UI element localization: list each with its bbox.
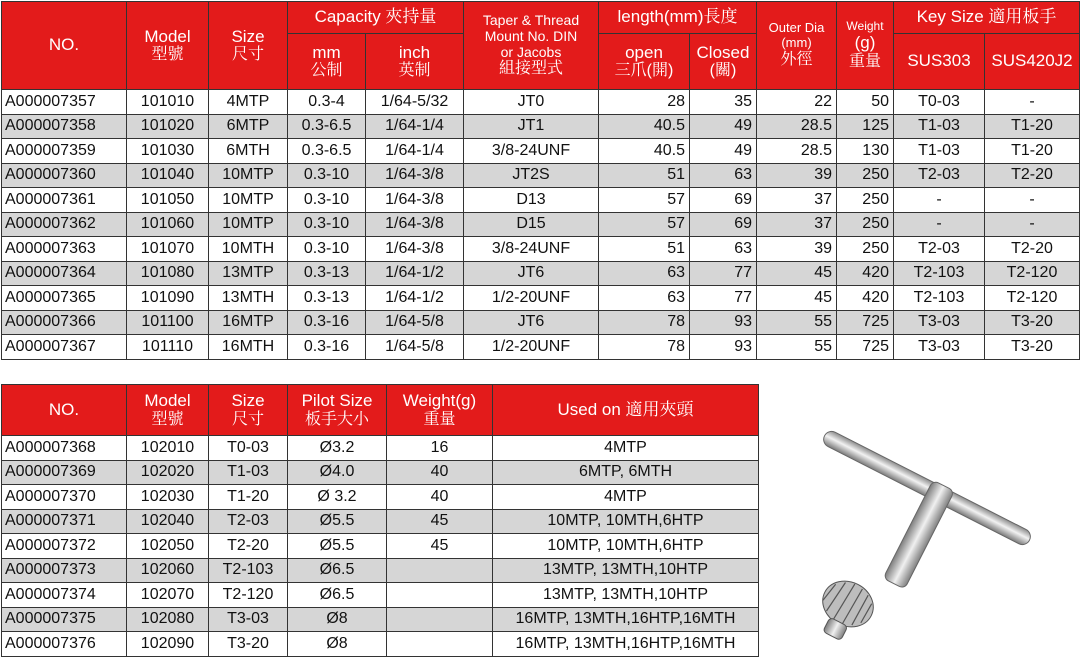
table-cell: Ø5.5 [288, 534, 387, 559]
table-cell: 93 [690, 310, 757, 335]
chuck-row [2, 188, 1080, 213]
chuck-row [2, 90, 1080, 115]
table-cell: 6MTP, 6MTH [493, 460, 759, 485]
table-cell: 130 [837, 139, 894, 164]
header-key-size: Key Size 適用板手 [894, 2, 1080, 34]
table-cell: T3-03 [209, 607, 288, 632]
table-cell: 1/64-5/32 [366, 90, 464, 115]
table-cell: 0.3-16 [288, 310, 366, 335]
table-cell: 0.3-16 [288, 335, 366, 360]
table-cell: - [894, 212, 985, 237]
table-cell: 250 [837, 237, 894, 262]
chuck-spec-table [1, 1, 1080, 360]
header-used-on: Used on 適用夾頭 [493, 385, 759, 436]
table-cell: Ø5.5 [288, 509, 387, 534]
table-cell: 13MTP, 13MTH,10HTP [493, 583, 759, 608]
table-cell: A000007366 [2, 310, 127, 335]
table-cell: 1/2-20UNF [464, 335, 599, 360]
table-cell: 102060 [127, 558, 209, 583]
table-cell: A000007362 [2, 212, 127, 237]
chuck-row [2, 163, 1080, 188]
table-cell: Ø6.5 [288, 583, 387, 608]
table-cell: T2-103 [209, 558, 288, 583]
table-cell: T2-103 [894, 261, 985, 286]
table-cell: 57 [599, 212, 690, 237]
table-cell: 725 [837, 310, 894, 335]
table-cell: JT6 [464, 310, 599, 335]
header-sus420j2: SUS420J2 [985, 34, 1080, 90]
table-cell: 78 [599, 310, 690, 335]
table-cell: 0.3-6.5 [288, 139, 366, 164]
table-cell: 1/64-3/8 [366, 163, 464, 188]
table-cell: 40.5 [599, 139, 690, 164]
table-cell: 10MTH [209, 237, 288, 262]
table-cell: T2-20 [209, 534, 288, 559]
table-cell: T1-03 [209, 460, 288, 485]
table-cell: 55 [757, 310, 837, 335]
table-cell: 40 [387, 460, 493, 485]
chuck-row [2, 286, 1080, 311]
table-cell: 0.3-10 [288, 237, 366, 262]
table-cell: A000007368 [2, 436, 127, 461]
header-weight: Weight (g) 重量 [837, 2, 894, 90]
table-cell: T2-20 [985, 163, 1080, 188]
table-cell: 0.3-13 [288, 261, 366, 286]
header-pilot-size: Pilot Size 板手大小 [288, 385, 387, 436]
key-row [2, 509, 759, 534]
table-cell: 16MTH [209, 335, 288, 360]
table-cell: 22 [757, 90, 837, 115]
table-cell: 55 [757, 335, 837, 360]
table-cell: 51 [599, 237, 690, 262]
table-cell: 0.3-10 [288, 212, 366, 237]
table-cell: 1/64-1/2 [366, 286, 464, 311]
table-cell: T0-03 [209, 436, 288, 461]
key-row [2, 436, 759, 461]
key-row [2, 632, 759, 657]
header-model: Model 型號 [127, 385, 209, 436]
table-cell: 45 [757, 286, 837, 311]
table-cell: 102070 [127, 583, 209, 608]
table-cell: 16MTP, 13MTH,16HTP,16MTH [493, 632, 759, 657]
table-cell: 28 [599, 90, 690, 115]
header-taper: Taper & Thread Mount No. DIN or Jacobs 組接型式 [464, 2, 599, 90]
table-cell: 10MTP [209, 212, 288, 237]
table-cell: A000007376 [2, 632, 127, 657]
table-cell: 40 [387, 485, 493, 510]
table-cell: T3-20 [985, 310, 1080, 335]
header-no: NO. [2, 385, 127, 436]
table-cell: 101030 [127, 139, 209, 164]
table-cell: T2-03 [209, 509, 288, 534]
table-cell: T2-20 [985, 237, 1080, 262]
table-cell: 40.5 [599, 114, 690, 139]
table-cell: 102080 [127, 607, 209, 632]
table-cell: JT1 [464, 114, 599, 139]
table-cell: 4MTP [493, 436, 759, 461]
table-cell: 420 [837, 261, 894, 286]
chuck-row [2, 139, 1080, 164]
table-cell: 101100 [127, 310, 209, 335]
table-cell: 69 [690, 188, 757, 213]
table-cell: 16MTP [209, 310, 288, 335]
chuck-key-icon [812, 418, 1062, 648]
chuck-row [2, 114, 1080, 139]
header-length: length(mm)長度 [599, 2, 757, 34]
table-cell: A000007363 [2, 237, 127, 262]
table-cell: 69 [690, 212, 757, 237]
table-cell: A000007370 [2, 485, 127, 510]
table-cell: 63 [690, 237, 757, 262]
key-row [2, 534, 759, 559]
table-cell: 102090 [127, 632, 209, 657]
table-cell: - [985, 212, 1080, 237]
table-cell: 250 [837, 188, 894, 213]
table-cell: T2-03 [894, 163, 985, 188]
table-cell: T2-120 [985, 286, 1080, 311]
table-cell: T1-20 [985, 139, 1080, 164]
table-cell: T1-03 [894, 114, 985, 139]
table-cell: A000007361 [2, 188, 127, 213]
table-cell: 102050 [127, 534, 209, 559]
table-cell: A000007364 [2, 261, 127, 286]
table-cell: T0-03 [894, 90, 985, 115]
table-cell: Ø 3.2 [288, 485, 387, 510]
table-cell: 63 [690, 163, 757, 188]
chuck-key-table [1, 384, 759, 657]
header-closed: Closed (關) [690, 34, 757, 90]
table-cell: 39 [757, 237, 837, 262]
table-cell [387, 583, 493, 608]
table-cell: Ø4.0 [288, 460, 387, 485]
table-cell: A000007373 [2, 558, 127, 583]
table-cell: 63 [599, 286, 690, 311]
table-cell: - [985, 188, 1080, 213]
table-cell: 1/2-20UNF [464, 286, 599, 311]
table-cell: Ø8 [288, 607, 387, 632]
table-cell: 35 [690, 90, 757, 115]
table-cell: JT0 [464, 90, 599, 115]
header-mm: mm 公制 [288, 34, 366, 90]
table-cell: 37 [757, 212, 837, 237]
table-cell: 102020 [127, 460, 209, 485]
table-cell: 45 [757, 261, 837, 286]
table-cell: 0.3-6.5 [288, 114, 366, 139]
table-cell: 10MTP [209, 188, 288, 213]
header-no: NO. [2, 2, 127, 90]
table-cell: D13 [464, 188, 599, 213]
table-cell: 1/64-5/8 [366, 310, 464, 335]
table-cell: 39 [757, 163, 837, 188]
table-cell [387, 632, 493, 657]
table-cell: 101080 [127, 261, 209, 286]
table-cell: 78 [599, 335, 690, 360]
header-sus303: SUS303 [894, 34, 985, 90]
table-cell: 10MTP, 10MTH,6HTP [493, 509, 759, 534]
chuck-row [2, 335, 1080, 360]
table-cell: 101060 [127, 212, 209, 237]
table-cell: A000007358 [2, 114, 127, 139]
table-cell: T3-20 [985, 335, 1080, 360]
table-cell: T2-120 [985, 261, 1080, 286]
table-cell: 102030 [127, 485, 209, 510]
header-outer-dia: Outer Dia (mm) 外徑 [757, 2, 837, 90]
table-cell: D15 [464, 212, 599, 237]
table-cell: 3/8-24UNF [464, 139, 599, 164]
table-cell: 28.5 [757, 139, 837, 164]
table-cell: T3-03 [894, 335, 985, 360]
chuck-row [2, 261, 1080, 286]
table-cell: 0.3-10 [288, 188, 366, 213]
table-cell: 13MTP [209, 261, 288, 286]
table-cell: A000007374 [2, 583, 127, 608]
chuck-row [2, 237, 1080, 262]
chuck-row [2, 310, 1080, 335]
table-cell: 1/64-3/8 [366, 188, 464, 213]
table-cell: 37 [757, 188, 837, 213]
table-cell: 101110 [127, 335, 209, 360]
table-cell: 3/8-24UNF [464, 237, 599, 262]
table-cell: 49 [690, 139, 757, 164]
table-cell: Ø3.2 [288, 436, 387, 461]
table-cell: 125 [837, 114, 894, 139]
table-cell: 93 [690, 335, 757, 360]
table-cell: 63 [599, 261, 690, 286]
table-cell: 250 [837, 163, 894, 188]
table-cell: T2-103 [894, 286, 985, 311]
table-cell [387, 558, 493, 583]
table-cell: 1/64-5/8 [366, 335, 464, 360]
table-cell: 13MTH [209, 286, 288, 311]
chuck-row [2, 212, 1080, 237]
header-inch: inch 英制 [366, 34, 464, 90]
key-row [2, 607, 759, 632]
table-cell: 16 [387, 436, 493, 461]
table-cell: 77 [690, 261, 757, 286]
table-cell: 1/64-1/4 [366, 139, 464, 164]
table-cell: 10MTP, 10MTH,6HTP [493, 534, 759, 559]
table-cell: 28.5 [757, 114, 837, 139]
header-size: Size 尺寸 [209, 2, 288, 90]
header-open: open 三爪(開) [599, 34, 690, 90]
table-cell: Ø8 [288, 632, 387, 657]
table-cell: 10MTP [209, 163, 288, 188]
table-cell: 101070 [127, 237, 209, 262]
header-model: Model 型號 [127, 2, 209, 90]
table-cell: 51 [599, 163, 690, 188]
table-cell: 101020 [127, 114, 209, 139]
table-cell: 0.3-10 [288, 163, 366, 188]
table-cell: 50 [837, 90, 894, 115]
table-cell: 101090 [127, 286, 209, 311]
table-cell: 101010 [127, 90, 209, 115]
table-cell: 57 [599, 188, 690, 213]
table-cell: Ø6.5 [288, 558, 387, 583]
table-cell: 0.3-4 [288, 90, 366, 115]
table-cell: A000007367 [2, 335, 127, 360]
table-cell: - [894, 188, 985, 213]
header-capacity: Capacity 夾持量 [288, 2, 464, 34]
table-cell: 4MTP [493, 485, 759, 510]
table-cell: 6MTH [209, 139, 288, 164]
table-cell: T1-20 [985, 114, 1080, 139]
table-cell: 16MTP, 13MTH,16HTP,16MTH [493, 607, 759, 632]
table-cell: A000007365 [2, 286, 127, 311]
table-cell: 13MTP, 13MTH,10HTP [493, 558, 759, 583]
table-cell: 1/64-1/2 [366, 261, 464, 286]
table-cell: 0.3-13 [288, 286, 366, 311]
table-cell: JT2S [464, 163, 599, 188]
key-row [2, 583, 759, 608]
table-cell: T3-03 [894, 310, 985, 335]
table-cell: A000007372 [2, 534, 127, 559]
table-cell: T1-03 [894, 139, 985, 164]
table-cell: A000007359 [2, 139, 127, 164]
key-row [2, 460, 759, 485]
table-cell: A000007371 [2, 509, 127, 534]
table-cell: A000007360 [2, 163, 127, 188]
table-cell: 4MTP [209, 90, 288, 115]
table-cell: A000007375 [2, 607, 127, 632]
key-row [2, 558, 759, 583]
table-cell: - [985, 90, 1080, 115]
table-cell: 101040 [127, 163, 209, 188]
table-cell: T3-20 [209, 632, 288, 657]
table-cell: JT6 [464, 261, 599, 286]
table-cell: 1/64-3/8 [366, 212, 464, 237]
header-size: Size 尺寸 [209, 385, 288, 436]
table-cell: A000007369 [2, 460, 127, 485]
table-cell: 420 [837, 286, 894, 311]
table-cell: 725 [837, 335, 894, 360]
table-cell: A000007357 [2, 90, 127, 115]
table-cell: 45 [387, 534, 493, 559]
header-weight: Weight(g) 重量 [387, 385, 493, 436]
table-cell: T2-120 [209, 583, 288, 608]
table-cell: 6MTP [209, 114, 288, 139]
table-cell: 101050 [127, 188, 209, 213]
key-row [2, 485, 759, 510]
table-cell: 250 [837, 212, 894, 237]
table-cell: 102010 [127, 436, 209, 461]
table-cell: T1-20 [209, 485, 288, 510]
table-cell: 1/64-3/8 [366, 237, 464, 262]
table-cell: 49 [690, 114, 757, 139]
table-cell: 77 [690, 286, 757, 311]
table-cell: 45 [387, 509, 493, 534]
table-cell: 102040 [127, 509, 209, 534]
table-cell [387, 607, 493, 632]
table-cell: T2-03 [894, 237, 985, 262]
table-cell: 1/64-1/4 [366, 114, 464, 139]
